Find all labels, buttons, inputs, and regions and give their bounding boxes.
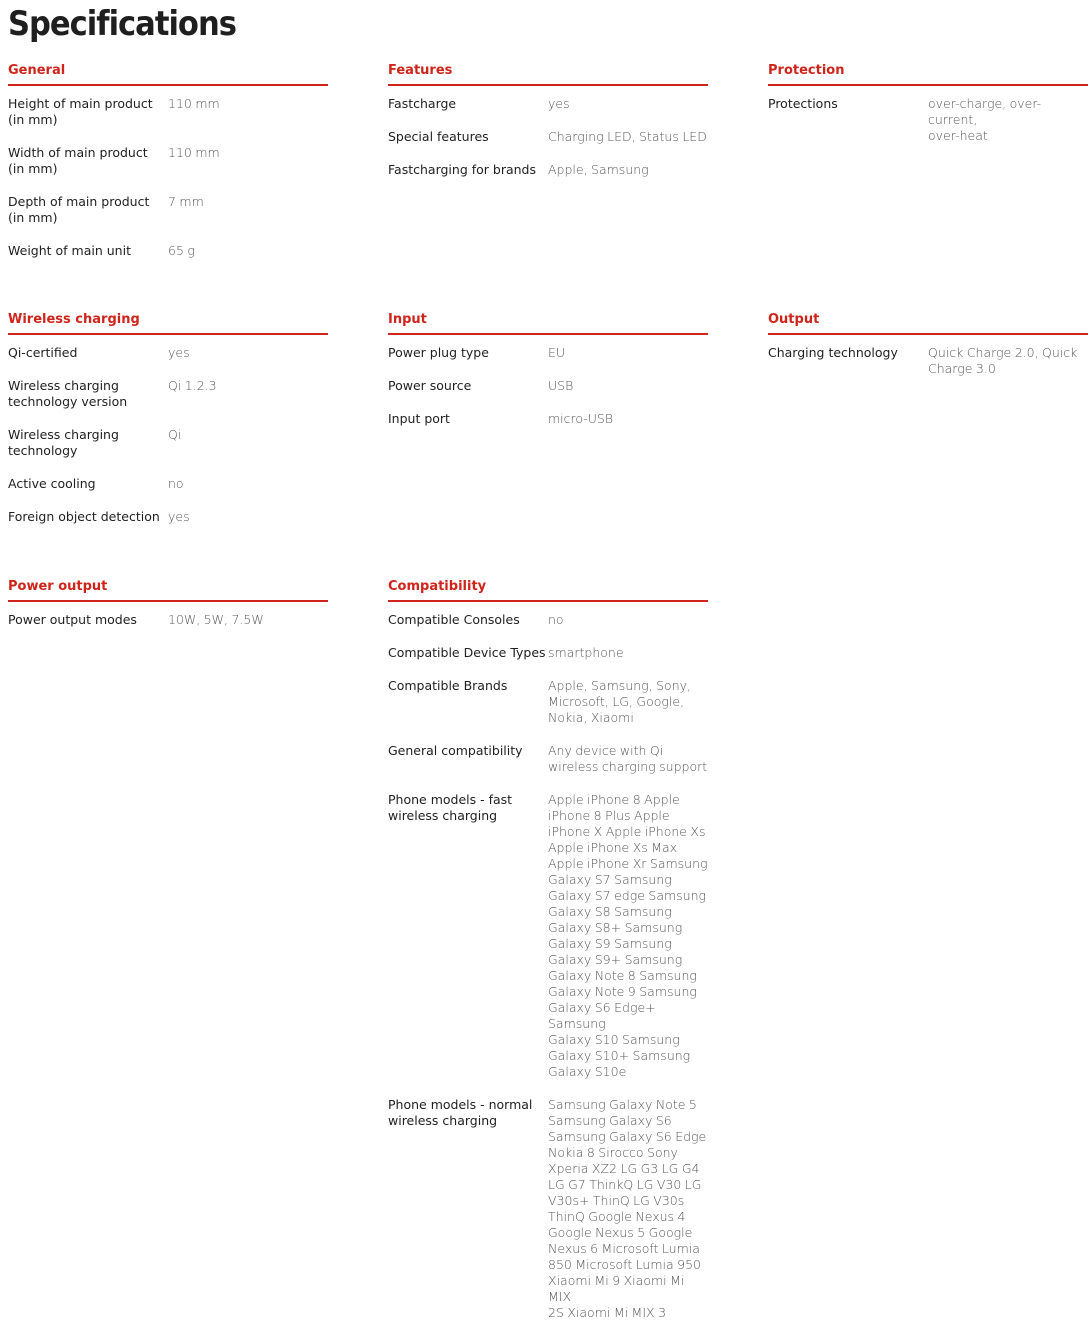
spec-value-line: V30s+ ThinQ LG V30s bbox=[548, 1193, 685, 1208]
spec-label-line: Qi-certified bbox=[8, 345, 78, 360]
spec-row bbox=[388, 612, 708, 638]
spec-value-line: no bbox=[548, 612, 564, 627]
spec-label bbox=[388, 1097, 548, 1331]
spec-row bbox=[8, 509, 328, 535]
spec-value bbox=[548, 345, 708, 371]
spec-label-line: (in mm) bbox=[8, 210, 58, 225]
spec-label-line: (in mm) bbox=[8, 161, 58, 176]
spec-value-line: Galaxy S10 Samsung bbox=[548, 1032, 680, 1047]
spec-row bbox=[388, 378, 708, 404]
spec-value bbox=[168, 378, 328, 420]
spec-label-line: Weight of main unit bbox=[8, 243, 131, 258]
section-power-output bbox=[8, 578, 328, 638]
spec-value bbox=[548, 162, 708, 188]
spec-value-line: 65 g bbox=[168, 243, 195, 258]
spec-label-line: Power output modes bbox=[8, 612, 137, 627]
spec-value-line: yes bbox=[168, 345, 190, 360]
spec-value-line: yes bbox=[168, 509, 190, 524]
spec-value-line: Galaxy S10+ Samsung bbox=[548, 1048, 691, 1063]
spec-label-line: Phone models - fast bbox=[388, 792, 513, 807]
spec-value-line: micro-USB bbox=[548, 411, 614, 426]
spec-value-line: Samsung Galaxy S6 Edge bbox=[548, 1129, 707, 1144]
spec-label bbox=[388, 162, 548, 188]
spec-value-line: Galaxy Note 9 Samsung bbox=[548, 984, 697, 999]
spec-label bbox=[8, 509, 168, 535]
spec-value-line: ThinQ Google Nexus 4 bbox=[548, 1209, 686, 1224]
section-title-input: Input bbox=[388, 311, 708, 335]
spec-value-line: over-heat bbox=[928, 128, 988, 143]
page-title: Specifications bbox=[8, 4, 236, 44]
spec-label bbox=[8, 194, 168, 236]
spec-row bbox=[388, 792, 708, 1090]
spec-value-line: Samsung Galaxy S6 bbox=[548, 1113, 672, 1128]
spec-label bbox=[388, 645, 548, 671]
spec-value-line: Apple, Samsung bbox=[548, 162, 649, 177]
spec-row bbox=[8, 194, 328, 236]
section-title-wireless-charging: Wireless charging bbox=[8, 311, 328, 335]
spec-value-line: Galaxy S7 Samsung bbox=[548, 872, 672, 887]
spec-label-line: technology bbox=[8, 443, 78, 458]
spec-value-line: 2S Xiaomi Mi MIX 3 bbox=[548, 1305, 667, 1320]
spec-row bbox=[388, 678, 708, 736]
spec-value bbox=[548, 612, 708, 638]
spec-value bbox=[168, 96, 328, 138]
spec-label bbox=[8, 345, 168, 371]
spec-value-line: Microsoft, LG, Google, bbox=[548, 694, 685, 709]
spec-value-line: EU bbox=[548, 345, 566, 360]
spec-value bbox=[548, 129, 708, 155]
spec-label bbox=[388, 129, 548, 155]
spec-row bbox=[768, 96, 1088, 154]
spec-label-line: technology version bbox=[8, 394, 128, 409]
spec-row bbox=[388, 411, 708, 437]
spec-value bbox=[928, 345, 1088, 387]
spec-label-line: Compatible Brands bbox=[388, 678, 508, 693]
spec-value-line: Galaxy S6 Edge+ Samsung bbox=[548, 1000, 656, 1031]
spec-value-line: 110 mm bbox=[168, 96, 220, 111]
spec-label bbox=[8, 476, 168, 502]
spec-value-line: 110 mm bbox=[168, 145, 220, 160]
spec-row bbox=[8, 427, 328, 469]
spec-value bbox=[168, 427, 328, 469]
spec-value-line: Nokia, Xiaomi bbox=[548, 710, 634, 725]
spec-label-line: General compatibility bbox=[388, 743, 523, 758]
spec-value-line: Xperia XZ2 LG G3 LG G4 bbox=[548, 1161, 700, 1176]
spec-value bbox=[168, 476, 328, 502]
spec-row bbox=[388, 1097, 708, 1331]
spec-value bbox=[548, 678, 708, 736]
section-compatibility bbox=[388, 578, 708, 1331]
spec-value-line: 10W, 5W, 7.5W bbox=[168, 612, 264, 627]
spec-row bbox=[8, 378, 328, 420]
spec-label bbox=[8, 612, 168, 638]
spec-value-line: no bbox=[168, 476, 184, 491]
section-title-features: Features bbox=[388, 62, 708, 86]
spec-value-line: Apple iPhone 8 Apple bbox=[548, 792, 680, 807]
spec-value bbox=[548, 743, 708, 785]
spec-value-line: LG G7 ThinkQ LG V30 LG bbox=[548, 1177, 702, 1192]
spec-value-line: smartphone bbox=[548, 645, 624, 660]
spec-value-line: iPhone X Apple iPhone Xs bbox=[548, 824, 706, 839]
spec-value-line: Charging LED, Status LED bbox=[548, 129, 707, 144]
spec-value bbox=[168, 345, 328, 371]
spec-value-line: Galaxy S8 Samsung bbox=[548, 904, 672, 919]
spec-label-line: Protections bbox=[768, 96, 838, 111]
spec-value bbox=[548, 645, 708, 671]
section-title-protection: Protection bbox=[768, 62, 1088, 86]
spec-label bbox=[388, 411, 548, 437]
spec-value-line: Google Nexus 5 Google bbox=[548, 1225, 693, 1240]
spec-label bbox=[388, 378, 548, 404]
section-input bbox=[388, 311, 708, 437]
spec-value bbox=[168, 509, 328, 535]
spec-label-line: Foreign object detection bbox=[8, 509, 160, 524]
spec-label-line: Width of main product bbox=[8, 145, 148, 160]
spec-value bbox=[168, 194, 328, 236]
spec-value-line: Galaxy Note 8 Samsung bbox=[548, 968, 697, 983]
spec-value-line: Galaxy S10e bbox=[548, 1064, 627, 1079]
spec-value bbox=[548, 378, 708, 404]
spec-row bbox=[388, 345, 708, 371]
spec-label-line: Compatible Device Types bbox=[388, 645, 546, 660]
spec-label-line: Depth of main product bbox=[8, 194, 150, 209]
spec-label-line: Wireless charging bbox=[8, 378, 119, 393]
spec-row bbox=[388, 96, 708, 122]
spec-label-line: Power plug type bbox=[388, 345, 489, 360]
spec-value-line: Apple iPhone Xr Samsung bbox=[548, 856, 708, 871]
spec-value bbox=[548, 792, 708, 1090]
spec-value-line: USB bbox=[548, 378, 574, 393]
spec-label bbox=[388, 792, 548, 1090]
spec-label bbox=[388, 612, 548, 638]
spec-row bbox=[768, 345, 1088, 387]
spec-value-line: 7 mm bbox=[168, 194, 204, 209]
spec-row bbox=[8, 476, 328, 502]
spec-label bbox=[768, 96, 928, 154]
spec-value-line: yes bbox=[548, 96, 570, 111]
spec-value-line: Nokia 8 Sirocco Sony bbox=[548, 1145, 678, 1160]
spec-label-line: Compatible Consoles bbox=[388, 612, 520, 627]
spec-label bbox=[388, 96, 548, 122]
section-protection bbox=[768, 62, 1088, 154]
spec-value-line: Xiaomi Mi 9 Xiaomi Mi MIX bbox=[548, 1273, 685, 1304]
spec-row bbox=[388, 129, 708, 155]
spec-value-line: Apple, Samsung, Sony, bbox=[548, 678, 691, 693]
spec-value-line: Galaxy S8+ Samsung bbox=[548, 920, 683, 935]
spec-label-line: Phone models - normal bbox=[388, 1097, 533, 1112]
spec-row bbox=[388, 645, 708, 671]
spec-label-line: Power source bbox=[388, 378, 472, 393]
spec-row bbox=[388, 162, 708, 188]
spec-value bbox=[928, 96, 1088, 154]
spec-label-line: Charging technology bbox=[768, 345, 898, 360]
spec-value-line: wireless charging support bbox=[548, 759, 708, 774]
spec-label-line: Active cooling bbox=[8, 476, 96, 491]
spec-value-line: Any device with Qi bbox=[548, 743, 664, 758]
spec-row bbox=[8, 96, 328, 138]
spec-value-line: Qi bbox=[168, 427, 182, 442]
section-title-output: Output bbox=[768, 311, 1088, 335]
spec-label-line: Height of main product bbox=[8, 96, 153, 111]
spec-label bbox=[388, 743, 548, 785]
spec-row bbox=[8, 612, 328, 638]
section-output bbox=[768, 311, 1088, 387]
spec-label-line: wireless charging bbox=[388, 808, 498, 823]
section-general bbox=[8, 62, 328, 269]
spec-label-line: wireless charging bbox=[388, 1113, 498, 1128]
spec-value bbox=[548, 96, 708, 122]
spec-label-line: Wireless charging bbox=[8, 427, 119, 442]
spec-row bbox=[8, 145, 328, 187]
spec-value bbox=[168, 612, 328, 638]
spec-value-line: Galaxy S7 edge Samsung bbox=[548, 888, 707, 903]
spec-label bbox=[8, 378, 168, 420]
section-title-power-output: Power output bbox=[8, 578, 328, 602]
spec-row bbox=[8, 345, 328, 371]
spec-value bbox=[548, 411, 708, 437]
spec-label-line: Special features bbox=[388, 129, 489, 144]
spec-value-line: Charge 3.0 bbox=[928, 361, 996, 376]
spec-value-line: Quick Charge 2.0, Quick bbox=[928, 345, 1078, 360]
spec-value-line: iPhone 8 Plus Apple bbox=[548, 808, 670, 823]
section-title-compatibility: Compatibility bbox=[388, 578, 708, 602]
spec-value-line: Apple iPhone Xs Max bbox=[548, 840, 678, 855]
spec-value-line: Nexus 6 Microsoft Lumia bbox=[548, 1241, 700, 1256]
spec-value bbox=[548, 1097, 708, 1331]
spec-label-line: Fastcharge bbox=[388, 96, 457, 111]
spec-value bbox=[168, 243, 328, 269]
spec-label-line: Input port bbox=[388, 411, 450, 426]
spec-label bbox=[768, 345, 928, 387]
spec-label bbox=[8, 145, 168, 187]
spec-label bbox=[8, 96, 168, 138]
spec-value-line: 850 Microsoft Lumia 950 bbox=[548, 1257, 701, 1272]
section-features bbox=[388, 62, 708, 188]
spec-label bbox=[8, 427, 168, 469]
spec-label bbox=[388, 345, 548, 371]
section-wireless-charging bbox=[8, 311, 328, 535]
spec-label-line: (in mm) bbox=[8, 112, 58, 127]
section-title-general: General bbox=[8, 62, 328, 86]
spec-value-line: Galaxy S9+ Samsung bbox=[548, 952, 683, 967]
spec-label-line: Fastcharging for brands bbox=[388, 162, 536, 177]
spec-label bbox=[8, 243, 168, 269]
spec-label bbox=[388, 678, 548, 736]
spec-value-line: over-charge, over-current, bbox=[928, 96, 1042, 127]
spec-row bbox=[8, 243, 328, 269]
spec-value-line: Galaxy S9 Samsung bbox=[548, 936, 672, 951]
spec-value-line: Samsung Galaxy Note 5 bbox=[548, 1097, 697, 1112]
spec-value-line: Qi 1.2.3 bbox=[168, 378, 217, 393]
spec-row bbox=[388, 743, 708, 785]
spec-value bbox=[168, 145, 328, 187]
